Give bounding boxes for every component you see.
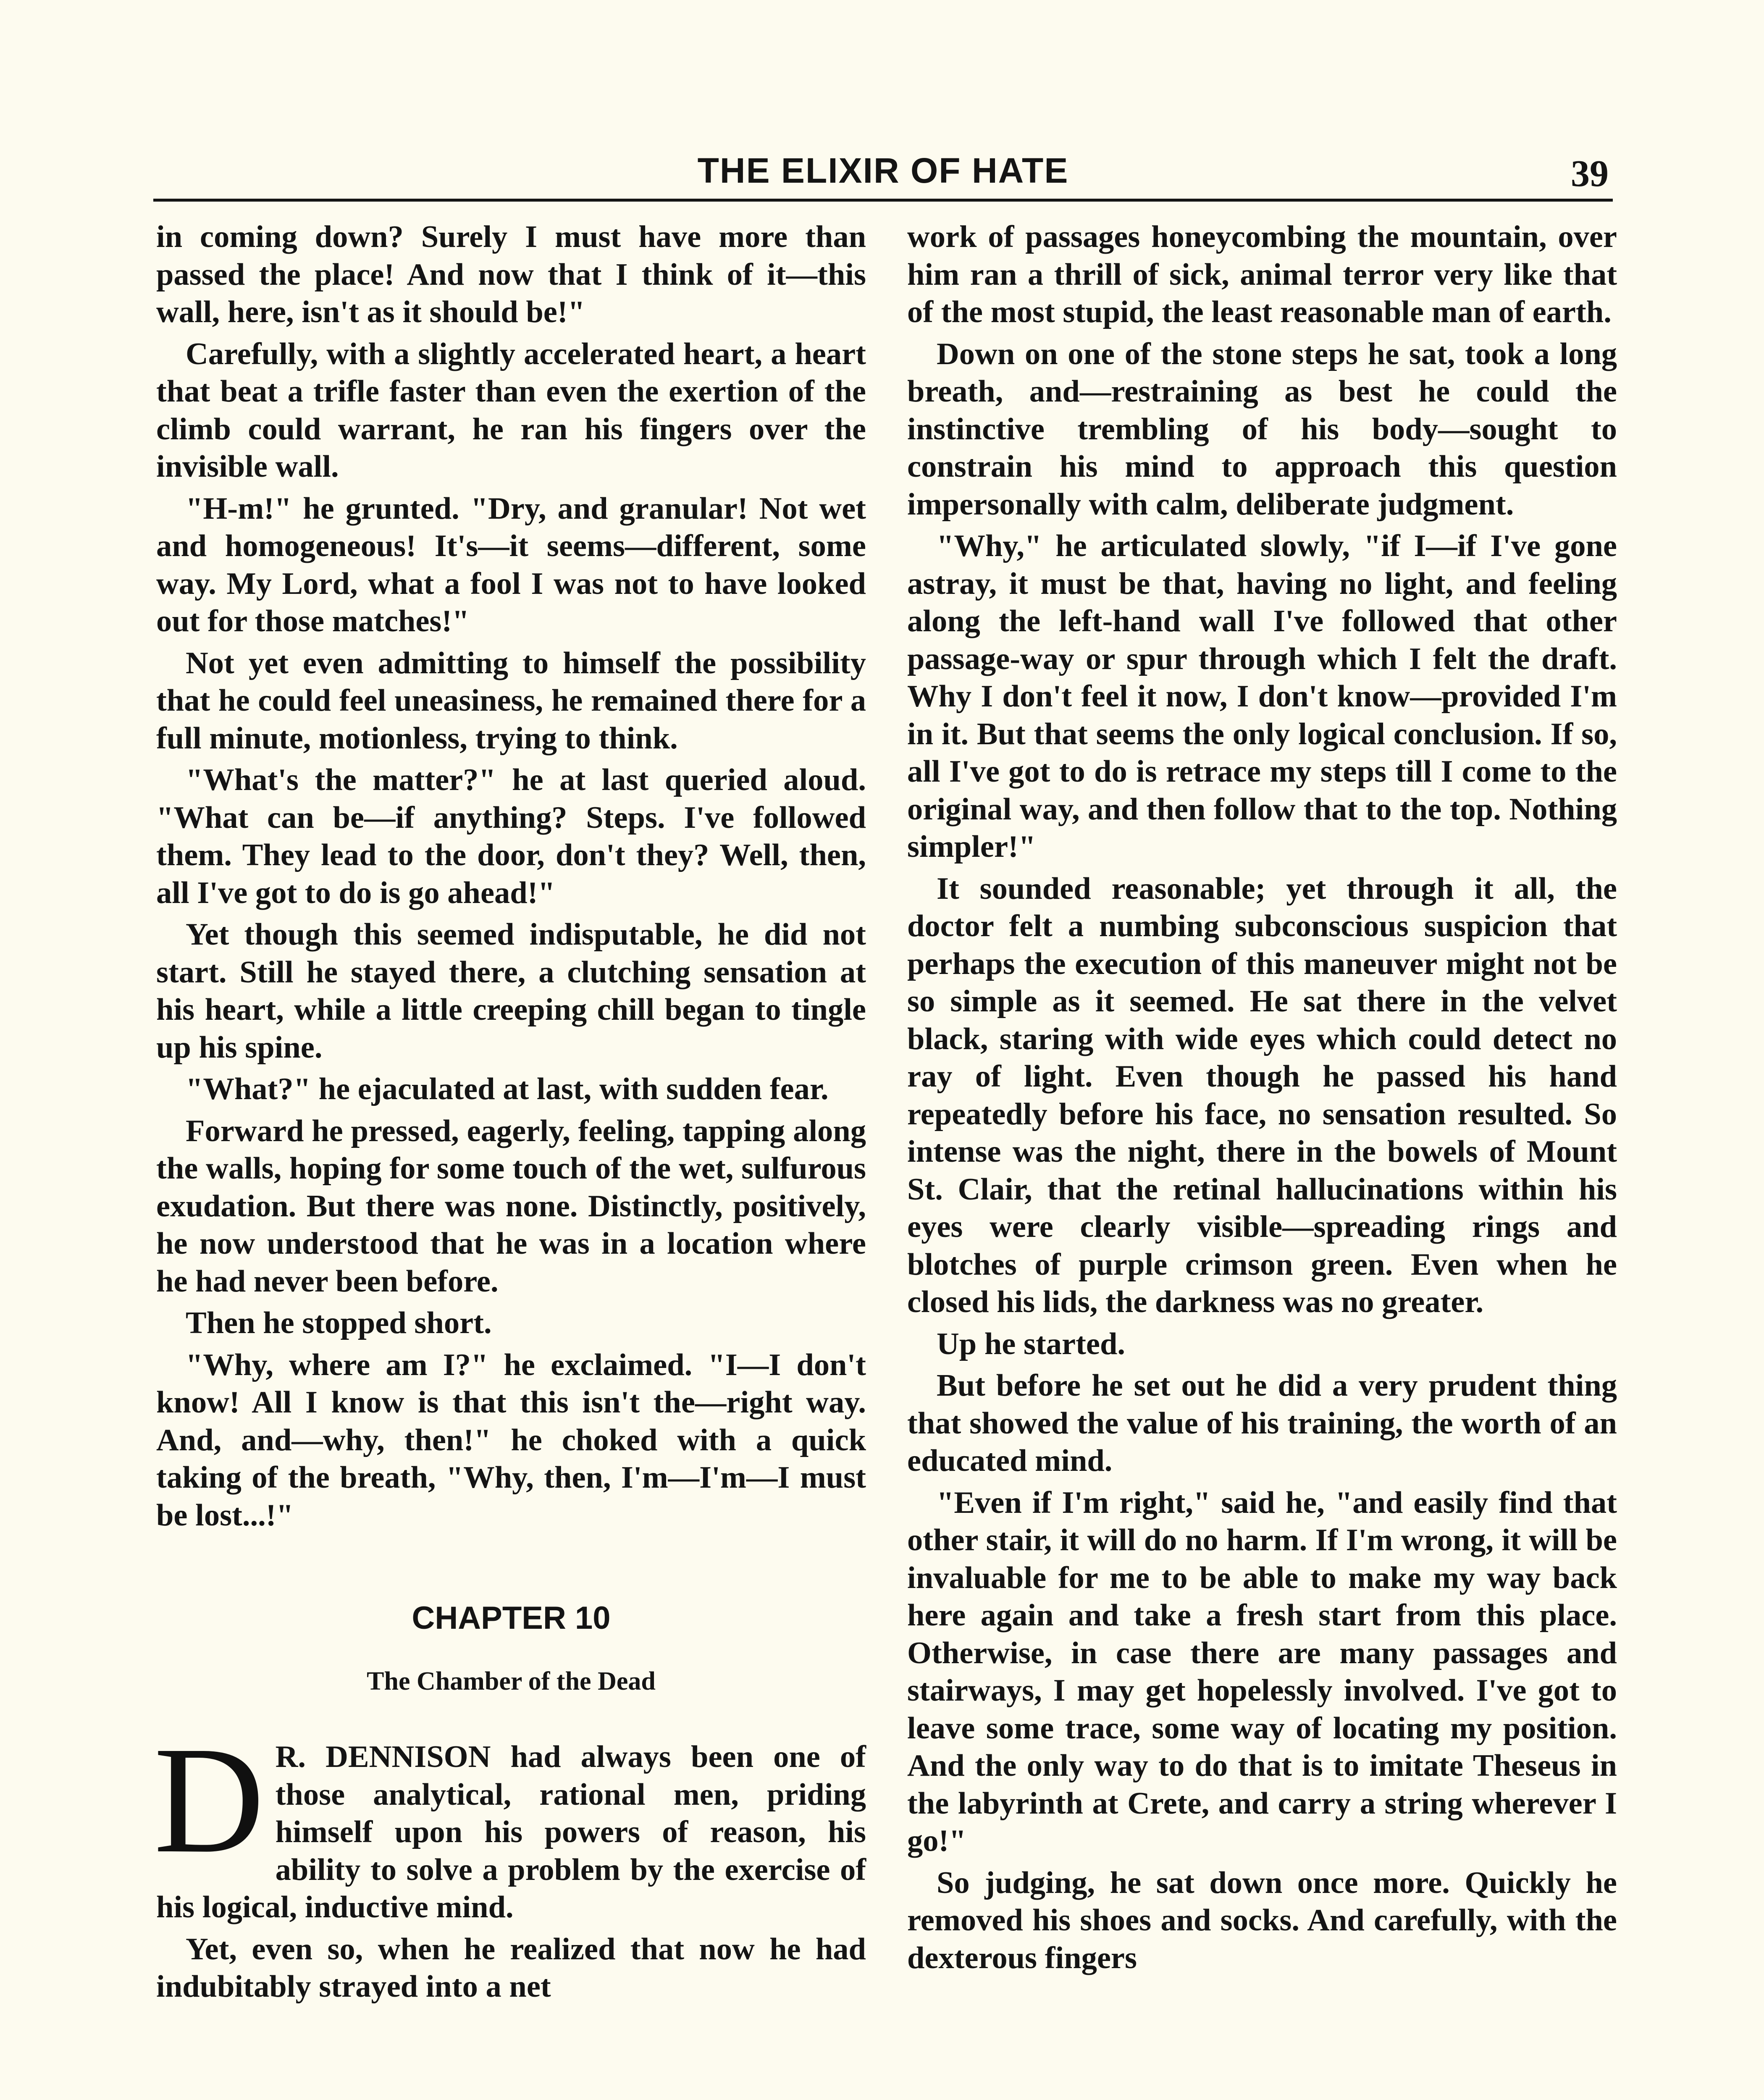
paragraph: "What's the matter?" he at last queried aloud. "What can be—if anything? Steps. I've followed them. They lead to the door, don't they? Well, then, all I've got to do is go ahead!" <box>156 763 866 910</box>
paragraph: work of passages honeycombing the mountain, over him ran a thrill of sick, animal terror very like that of the most stupid, the least reasonable man of earth. <box>907 220 1617 329</box>
paragraph: "Even if I'm right," said he, "and easily find that other stair, it will do no harm. If I'm wrong, it will be invaluable for me to be able to make my way back here again and take a fresh start from this place. Otherwise, in case there are many passages and stairways, I may get hopelessly involved. I've got to leave some trace, some way of locating my position. And the only way to do that is to imitate Theseus in the labyrinth at Crete, and carry a string wherever I go!" <box>907 1485 1617 1858</box>
paragraph: Forward he pressed, eagerly, feeling, tapping along the walls, hoping for some touch of the wet, sulfurous exudation. But there was none. Distinctly, positively, he now understood that he was in a location where he had never been before. <box>156 1113 866 1299</box>
right-column <box>907 218 1617 2100</box>
paragraph: "Why, where am I?" he exclaimed. "I—I don't know! All I know is that this isn't the—right way. And, and—why, then!" he choked with a quick taking of the breath, "Why, then, I'm—I'm—I must be lost...!" <box>156 1347 866 1533</box>
paragraph: Yet though this seemed indisputable, he did not start. Still he stayed there, a clutching sensation at his heart, while a little creeping chill began to tingle up his spine. <box>156 917 866 1065</box>
chapter-opening-paragraph <box>154 1715 866 1927</box>
header-rule <box>153 199 1613 202</box>
paragraph: in coming down? Surely I must have more than passed the place! And now that I think of it—this wall, here, isn't as it should be!" <box>156 220 866 329</box>
chapter-number: CHAPTER 10 <box>412 1600 611 1636</box>
paragraph: But before he set out he did a very prudent thing that showed the value of his training, the worth of an educated mind. <box>907 1368 1617 1478</box>
running-title: THE ELIXIR OF HATE <box>697 151 1069 190</box>
running-header <box>153 143 1613 202</box>
page-number: 39 <box>1571 153 1609 194</box>
paragraph: "Why," he articulated slowly, "if I—if I've gone astray, it must be that, having no light, and feeling along the left-hand wall I've followed that other passage-way or spur through which I felt the draft. Why I don't feel it now, I don't know—provided I'm in it. But that seems the only logical conclusion. If so, all I've got to do is retrace my steps till I come to the original way, and then follow that to the top. Nothing simpler!" <box>907 529 1617 864</box>
paragraph: Carefully, with a slightly accelerated heart, a heart that beat a trifle faster than even the exertion of the climb could warrant, he ran his fingers over the invisible wall. <box>156 336 866 484</box>
paragraph: Not yet even admitting to himself the possibility that he could feel uneasiness, he remained there for a full minute, motionless, trying to think. <box>156 646 866 756</box>
opening-text: R. DENNISON had always been one of those analytical, rational men, priding himself upon his powers of reason, his ability to solve a problem by the exercise of his logical, inductive mind. <box>156 1740 866 1924</box>
paragraph: Up he started. <box>937 1326 1126 1361</box>
drop-cap: D <box>154 1715 265 1885</box>
paragraph: It sounded reasonable; yet through it all, the doctor felt a numbing subconscious suspicion that perhaps the execution of this maneuver might not be so simple as it seemed. He sat there in the velvet black, staring with wide eyes which could detect no ray of light. Even though he passed his hand repeatedly before his face, no sensation resulted. So intense was the night, there in the bowels of Mount St. Clair, that the retinal hallucinations within his eyes were clearly visible—spreading rings and blotches of purple crimson green. Even when he closed his lids, the darkness was no greater. <box>907 871 1617 1319</box>
paragraph: Yet, even so, when he realized that now he had indubitably strayed into a net <box>156 1932 866 2004</box>
left-column <box>156 218 866 2100</box>
paragraph: Then he stopped short. <box>186 1306 492 1340</box>
paragraph: So judging, he sat down once more. Quickly he removed his shoes and socks. And carefully, with the dexterous fingers <box>907 1865 1617 1975</box>
paragraph: Down on one of the stone steps he sat, took a long breath, and—restraining as best he could the instinctive trembling of his body—sought to constrain his mind to approach this question impersonally with calm, deliberate judgment. <box>907 336 1617 522</box>
chapter-title: The Chamber of the Dead <box>367 1667 656 1696</box>
paragraph: "What?" he ejaculated at last, with sudden fear. <box>186 1072 829 1106</box>
paragraph: "H-m!" he grunted. "Dry, and granular! Not wet and homogeneous! It's—it seems—different, some way. My Lord, what a fool I was not to have looked out for those matches!" <box>156 491 866 638</box>
